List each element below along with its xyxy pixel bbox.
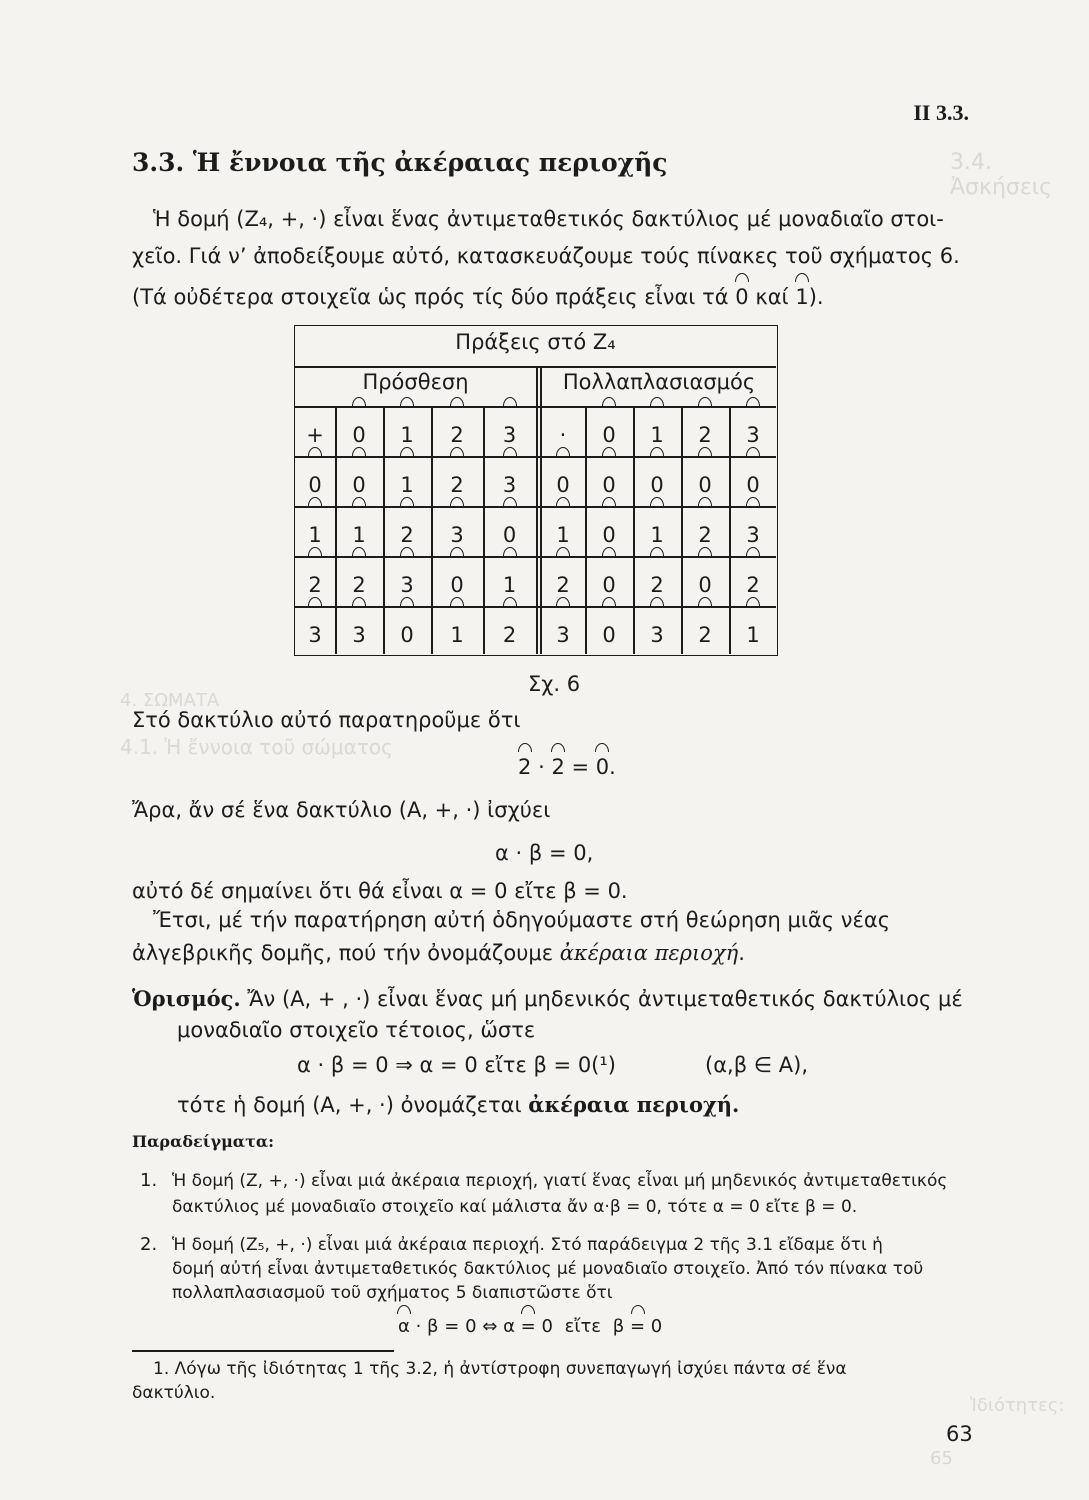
hat-beta-zero: β = 0 — [613, 1314, 662, 1340]
intro-line-3-end: ). — [808, 285, 824, 309]
multiplication-cell — [729, 606, 777, 656]
example-2-line-1: Ἡ δομή (Z₅, +, ·) εἶναι μιά ἀκέραια περιοχή. Στό παράδειγμα 2 τῆς 3.1 εἴδαμε ὅτι ἡ — [172, 1235, 883, 1255]
ara-line: Ἄρα, ἄν σέ ἕνα δακτύλιο (A, +, ·) ἰσχύει — [132, 798, 551, 822]
hat-digit: 2 — [551, 752, 564, 782]
cell-value: 3 — [503, 456, 516, 514]
example-2-equation — [398, 1314, 662, 1340]
cell-value: 1 — [650, 406, 663, 464]
examples-heading: Παραδείγματα: — [132, 1132, 275, 1151]
multiplication-cell — [633, 606, 681, 656]
etsi-line-1: Ἔτσι, μέ τήν παρατήρηση αὐτή ὁδηγούμαστε στή θεώρηση μιᾶς νέας — [153, 908, 891, 932]
cell-value: 2 — [698, 606, 711, 664]
cell-value: 3 — [650, 606, 663, 664]
page-number: 63 — [946, 1422, 973, 1446]
cell-value: 0 — [602, 406, 615, 464]
bleed-through-heading: 3.4. Ἀσκήσεις — [950, 150, 1053, 200]
cell-value: 3 — [352, 606, 365, 664]
example-1-line-1: Ἡ δομή (Z, +, ·) εἶναι μιά ἀκέραια περιοχή, γιατί ἕνας εἶναι μή μηδενικός ἀντιμεταθετικός — [172, 1171, 948, 1191]
example-2-line-2: δομή αὐτή εἶναι ἀντιμεταθετικός δακτύλιος μέ μοναδιαῖο στοιχεῖο. Ἀπό τόν πίνακα τοῦ — [172, 1259, 924, 1279]
multiplication-cell — [585, 606, 633, 656]
hat-alpha-zero: α = 0 — [503, 1314, 553, 1340]
cell-value: 0 — [352, 456, 365, 514]
hat-zero: 0 — [735, 282, 748, 312]
etsi-text: ἀλγεβρικῆς δομῆς, πού τήν ὀνομάζουμε — [132, 941, 554, 965]
eq-token — [551, 755, 564, 779]
definition-equation: α · β = 0 ⇒ α = 0 εἴτε β = 0(¹) — [297, 1053, 616, 1077]
addition-header: Πρόσθεση — [362, 370, 469, 394]
cell-value: 2 — [746, 556, 759, 614]
cell-value: 2 — [556, 556, 569, 614]
addition-cell — [383, 606, 431, 656]
footnote-line-2: δακτύλιο. — [132, 1383, 216, 1403]
etsi-period: . — [738, 941, 745, 965]
example-1-line-2: δακτύλιος μέ μοναδιαῖο στοιχεῖο καί μάλιστα ἄν α·β = 0, τότε α = 0 εἴτε β = 0. — [172, 1197, 858, 1217]
section-title: 3.3. Ἡ ἔννοια τῆς ἀκέραιας περιοχῆς — [132, 148, 668, 177]
cell-value: · — [559, 423, 567, 447]
cell-value: 0 — [602, 556, 615, 614]
definition-line-1 — [132, 984, 977, 1014]
cell-value: 2 — [650, 556, 663, 614]
cell-value: 1 — [650, 506, 663, 564]
cell-value: 2 — [352, 556, 365, 614]
cell-value: 2 — [698, 506, 711, 564]
multiplication-cell — [681, 606, 729, 656]
hat-digit: 2 — [518, 752, 531, 782]
integral-domain-term: ἀκέραια περιοχή — [559, 941, 739, 965]
cell-value: 0 — [602, 606, 615, 664]
cell-value: 0 — [400, 606, 413, 664]
cell-value: 1 — [556, 506, 569, 564]
cell-value: 0 — [308, 456, 321, 514]
cell-value: 3 — [308, 606, 321, 664]
equation-two-times-two — [518, 752, 616, 782]
cell-value: 0 — [602, 506, 615, 564]
cell-value: 0 — [450, 556, 463, 614]
cell-value: 3 — [556, 606, 569, 664]
cell-value: 0 — [650, 456, 663, 514]
addition-cell — [335, 606, 383, 656]
equation-ab-zero: α · β = 0, — [495, 841, 594, 865]
table-title: Πράξεις στό Z₄ — [455, 330, 616, 354]
definition-line-2: μοναδιαῖο στοιχεῖο τέτοιος, ὥστε — [177, 1018, 536, 1042]
cell-value: 3 — [400, 556, 413, 614]
hat-one: 1 — [795, 282, 808, 312]
running-head: II 3.3. — [913, 100, 969, 125]
cell-value: + — [306, 423, 324, 447]
intro-and: καί — [755, 285, 789, 309]
bleed-through-section: 4. ΣΩΜΑΤΑ — [120, 690, 220, 711]
cell-value: 1 — [450, 606, 463, 664]
addition-cell — [483, 606, 536, 656]
etsi-line-2 — [132, 938, 745, 968]
cell-value: 0 — [746, 456, 759, 514]
eq-token: = — [571, 755, 590, 779]
definition-3-text: τότε ἡ δομή (A, +, ·) ὀνομάζεται — [177, 1093, 522, 1117]
definition-label: Ὁρισμός. — [132, 986, 241, 1011]
cell-value: 2 — [450, 406, 463, 464]
cell-value: 0 — [503, 506, 516, 564]
eq-either: εἴτε — [564, 1316, 602, 1337]
footnote-line-1: 1. Λόγω τῆς ἰδιότητας 1 τῆς 3.2, ἡ ἀντίστροφη συνεπαγωγή ἰσχύει πάντα σέ ἕνα — [153, 1359, 847, 1379]
eq-token — [518, 755, 531, 779]
cell-value: 2 — [450, 456, 463, 514]
eq-token: · — [538, 755, 545, 779]
intro-line-2: χεῖο. Γιά ν’ ἀποδείξουμε αὐτό, κατασκευάζουμε τούς πίνακες τοῦ σχήματος 6. — [132, 244, 960, 268]
bleed-through-subsection: 4.1. Ἡ ἔννοια τοῦ σώματος — [120, 735, 393, 759]
multiplication-header: Πολλαπλασιασμός — [562, 370, 756, 394]
cell-value: 3 — [450, 506, 463, 564]
observe-line: Στό δακτύλιο αὐτό παρατηροῦμε ὅτι — [132, 708, 521, 732]
footnote-rule — [132, 1350, 394, 1352]
cell-value: 2 — [308, 556, 321, 614]
definition-term: ἀκέραια περιοχή. — [528, 1092, 740, 1117]
definition-line-3 — [177, 1090, 739, 1120]
cell-value: 0 — [352, 406, 365, 464]
cell-value: 2 — [698, 406, 711, 464]
cell-value: 1 — [503, 556, 516, 614]
cell-value: 3 — [503, 406, 516, 464]
bleed-through-page-number: 65 — [930, 1448, 953, 1469]
example-2-number: 2. — [140, 1234, 158, 1255]
cell-value: 0 — [602, 456, 615, 514]
example-1-number: 1. — [140, 1170, 158, 1191]
cell-value: 2 — [400, 506, 413, 564]
eq-b: · β = 0 ⇔ — [415, 1316, 498, 1337]
intro-line-3 — [132, 282, 824, 312]
example-2-line-3: πολλαπλασιασμοῦ τοῦ σχήματος 5 διαπιστῶστε ὅτι — [172, 1283, 613, 1303]
figure-caption: Σχ. 6 — [528, 672, 581, 696]
cell-value: 1 — [308, 506, 321, 564]
cell-value: 3 — [746, 406, 759, 464]
operations-table — [294, 325, 778, 656]
addition-cell — [431, 606, 483, 656]
cell-value: 1 — [352, 506, 365, 564]
eq-token: 0. — [596, 755, 616, 779]
cell-value: 1 — [400, 406, 413, 464]
definition-condition: (α,β ∈ A), — [705, 1053, 808, 1077]
definition-text: Ἄν (A, + , ·) εἶναι ἕνας μή μηδενικός ἀντιμεταθετικός δακτύλιος μέ — [247, 987, 963, 1011]
cell-value: 0 — [698, 556, 711, 614]
hat-digit: 0 — [596, 752, 609, 782]
intro-line-3-text: (Τά οὐδέτερα στοιχεῖα ὡς πρός τίς δύο πράξεις εἶναι τά — [132, 285, 729, 309]
means-line: αὐτό δέ σημαίνει ὅτι θά εἶναι α = 0 εἴτε β = 0. — [132, 879, 628, 903]
cell-value: 0 — [698, 456, 711, 514]
cell-value: 0 — [556, 456, 569, 514]
hat-alpha: α — [398, 1314, 410, 1340]
cell-value: 1 — [400, 456, 413, 514]
cell-value: 1 — [746, 606, 759, 664]
bleed-through-properties: Ἰδιότητες: — [970, 1395, 1065, 1416]
intro-line-1: Ἡ δομή (Z₄, +, ·) εἶναι ἕνας ἀντιμεταθετικός δακτύλιος μέ μοναδιαῖο στοι- — [153, 207, 944, 231]
addition-row-header — [295, 606, 335, 656]
multiplication-row-header — [541, 606, 585, 656]
cell-value: 2 — [503, 606, 516, 664]
cell-value: 3 — [746, 506, 759, 564]
